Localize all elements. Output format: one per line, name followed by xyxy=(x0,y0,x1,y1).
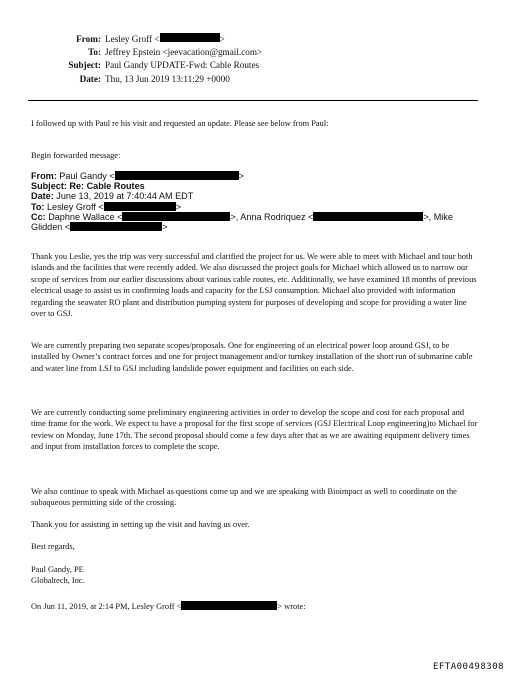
redaction-bar xyxy=(313,212,423,221)
paragraph-1: Thank you Leslie, yes the trip was very successful and clarified the project for us. We were able to meet with Michael and tour both islands and the facilities that were recently added. We also discussed the project goals for Michael which allowed us to narrow our scope of services from our earlier discussions about various cable routes, etc. Additionally, we have examined 18 months of previous electrical usage to assist us in confirming loads and capacity for the LSJ consumption. Michael also provided with information regarding the seawater RO plant and distribution pumping system for purposes of developing and scope for providing a water line over to GSJ. xyxy=(31,252,477,319)
fwd-to-row xyxy=(31,202,481,212)
redaction-bar xyxy=(70,222,162,231)
to-label: To: xyxy=(88,47,101,58)
fwd-cc-value-2: >, Anna Rodriquez < xyxy=(230,211,314,222)
fwd-subject-row xyxy=(31,181,481,191)
header-to-row xyxy=(22,46,262,59)
fwd-to-label: To: xyxy=(31,201,45,212)
from-label: From: xyxy=(76,34,101,44)
fwd-from-close: > xyxy=(238,171,244,181)
forward-marker: Begin forwarded message: xyxy=(31,151,121,160)
fwd-subject-value: Re: Cable Routes xyxy=(69,181,145,192)
fwd-date-label: Date: xyxy=(31,191,54,202)
header-subject-row xyxy=(22,59,262,72)
fwd-cc-value-4: Glidden < xyxy=(31,222,71,233)
fwd-date-row xyxy=(31,191,481,201)
header-date-row xyxy=(22,73,262,86)
fwd-subject-label: Subject: xyxy=(31,181,67,192)
fwd-cc-row-2 xyxy=(31,222,481,232)
subject-value: Paul Gandy UPDATE-Fwd: Cable Routes xyxy=(105,60,260,71)
to-value: Jeffrey Epstein <jeevacation@gmail.com> xyxy=(105,47,263,58)
signature-company: Globaltech, Inc. xyxy=(31,576,85,585)
redaction-bar xyxy=(160,33,220,42)
fwd-cc-close: > xyxy=(162,222,168,233)
document-id: EFTA00498308 xyxy=(432,662,504,672)
fwd-to-value: Lesley Groff < xyxy=(47,201,104,212)
fwd-to-close: > xyxy=(175,201,182,212)
fwd-cc-row xyxy=(31,212,481,222)
quoted-suffix: > wrote: xyxy=(277,602,306,611)
fwd-from-value: Paul Gandy < xyxy=(59,171,115,181)
quoted-prefix: On Jun 11, 2019, at 2:14 PM, Lesley Groff < xyxy=(31,602,182,611)
fwd-date-value: June 13, 2019 at 7:40:44 AM EDT xyxy=(56,191,194,202)
closing: Best regards, xyxy=(31,542,75,551)
from-value: Lesley Groff < xyxy=(105,34,160,44)
redaction-bar xyxy=(122,212,230,221)
paragraph-3: We are currently conducting some preliminary engineering activities in order to develop the scope and cost for each proposal and time frame for the work. We expect to have a proposal for the first scope of services (GSJ Electrical Loop engineering)to Michael for review on Monday, June 17th. The second proposal should come a few days after that as we are awaiting equipment delivery times and input from installation forces to complete the scope. xyxy=(31,408,478,452)
forwarded-header xyxy=(31,171,481,232)
header-from-row xyxy=(22,33,262,46)
fwd-from-label: From: xyxy=(31,171,57,181)
intro-text: I followed up with Paul re his visit and requested an update. Please see below from Paul: xyxy=(31,119,329,128)
fwd-cc-value-1: Daphne Wallace < xyxy=(48,211,123,222)
fwd-cc-label: Cc: xyxy=(31,211,46,222)
redaction-bar xyxy=(115,171,239,180)
from-close: > xyxy=(219,34,225,44)
fwd-from-row xyxy=(31,171,481,181)
fwd-cc-value-3: >, Mike xyxy=(423,211,453,222)
date-label: Date: xyxy=(79,73,101,84)
email-header xyxy=(22,33,262,86)
paragraph-5: Thank you for assisting in setting up the visit and having us over. xyxy=(31,520,250,529)
signature-name: Paul Gandy, PE xyxy=(31,565,84,574)
quoted-line xyxy=(31,601,479,612)
subject-label: Subject: xyxy=(68,60,101,71)
date-value: Thu, 13 Jun 2019 13:11:29 +0000 xyxy=(105,73,230,84)
header-divider xyxy=(28,100,478,101)
paragraph-4: We also continue to speak with Michael as questions come up and we are speaking with Bioimpact as well to coordinate on the subaqueous permitting side of the crossing. xyxy=(31,487,457,508)
paragraph-2: We are currently preparing two separate scopes/proposals. One for engineering of an electrical power loop around GSJ, to be installed by Owner’s contract forces and one for project management and/or turnkey installation of the short run of submarine cable and water line from LSJ to GSJ including landslide power equipment and facilities on each side. xyxy=(31,341,473,373)
redaction-bar xyxy=(104,202,176,211)
redaction-bar xyxy=(181,601,277,610)
